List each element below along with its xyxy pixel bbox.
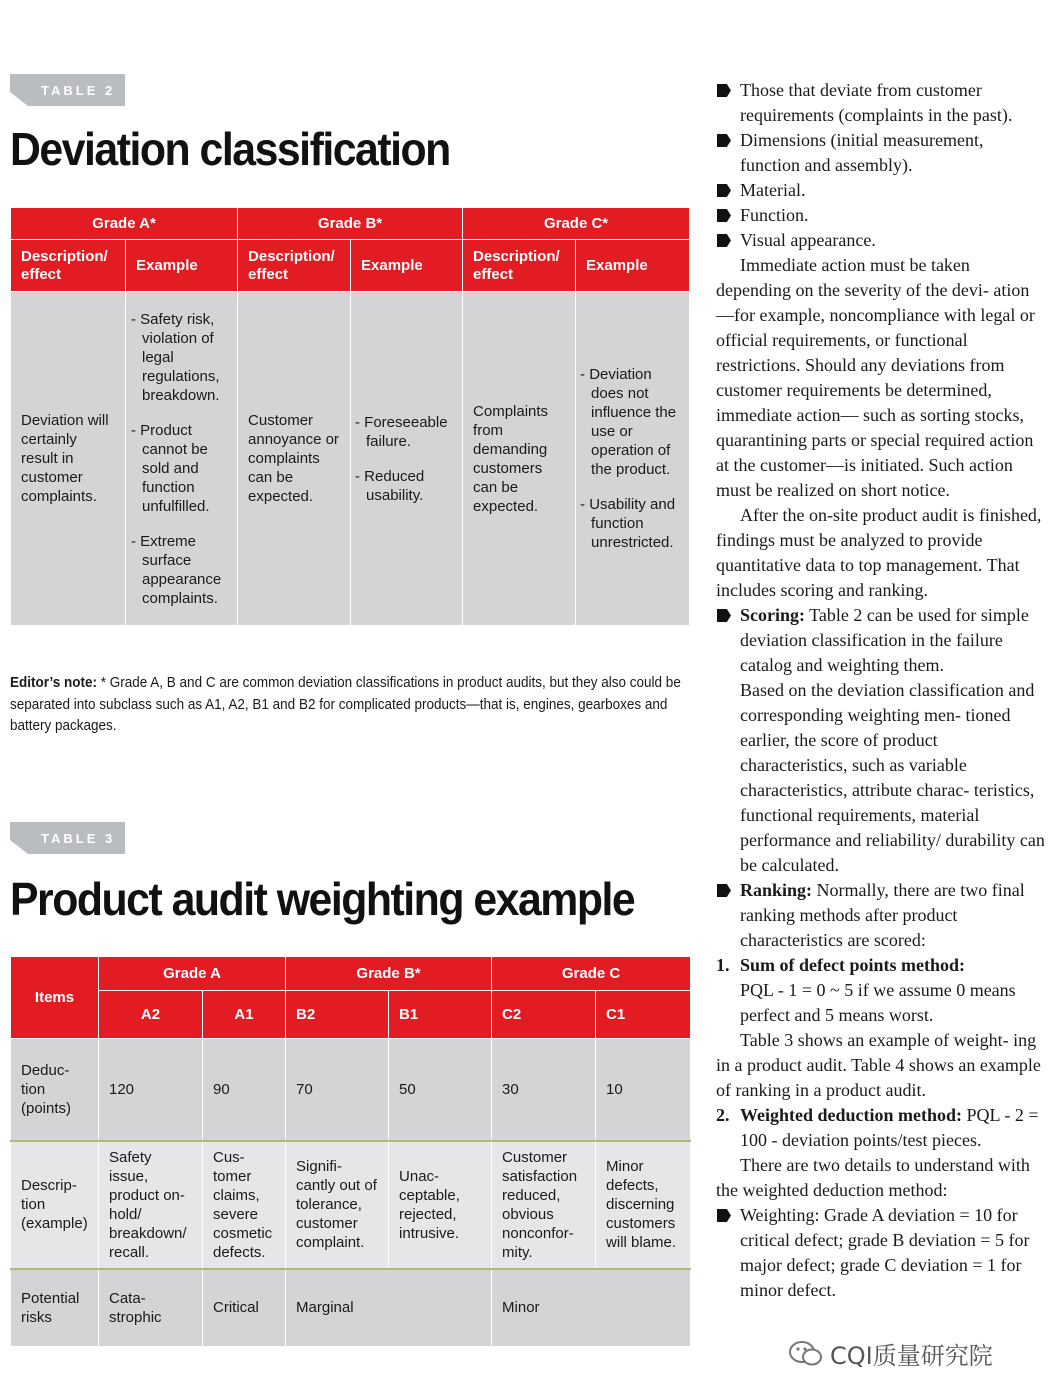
- bullet-item: Dimensions (initial measurement, function and assembly).: [716, 128, 1046, 178]
- table2-tag-label: TABLE 2: [41, 82, 116, 98]
- editor-note-text: * Grade A, B and C are common deviation classifications in product audits, but they also could be separated into subclass such as A1, A2, B1 and B2 for complicated products—that is, engines, gearboxes and battery packages.: [10, 674, 681, 734]
- grade-c-header: Grade C*: [463, 208, 690, 240]
- row-label-risks: Potential risks: [11, 1269, 99, 1347]
- method-1: 1. Sum of defect points method:: [716, 955, 965, 975]
- risk-grade-a1: Critical: [203, 1269, 286, 1347]
- description-b2: Signifi- cantly out of tolerance, customer complaint.: [286, 1141, 389, 1269]
- bullet-icon: [717, 234, 731, 247]
- grade-a-desc-header: Description/ effect: [11, 240, 126, 292]
- deduction-a2: 120: [99, 1039, 203, 1141]
- grade-b-examples: [351, 292, 463, 626]
- subclass-a2: A2: [99, 991, 203, 1039]
- t3-grade-a-header: Grade A: [99, 957, 286, 991]
- grade-a-header: Grade A*: [11, 208, 238, 240]
- deduction-b2: 70: [286, 1039, 389, 1141]
- grade-c-examples: [576, 292, 690, 626]
- bullet-item: Function.: [716, 203, 1046, 228]
- table-row: [11, 1039, 691, 1141]
- tag-fold: [10, 92, 28, 106]
- deduction-b1: 50: [389, 1039, 492, 1141]
- description-b1: Unac- ceptable, rejected, intrusive.: [389, 1141, 492, 1269]
- body-text-column: [716, 78, 1046, 1300]
- wechat-icon: [788, 1340, 824, 1368]
- risk-grade-b: Marginal: [286, 1269, 492, 1347]
- grade-c-example-header: Example: [576, 240, 690, 292]
- grade-c-example-2: - Usability and function unrestricted.: [580, 496, 676, 551]
- items-header: Items: [11, 957, 99, 1039]
- t3-grade-b-header: Grade B*: [286, 957, 492, 991]
- deduction-a1: 90: [203, 1039, 286, 1141]
- table-row: [11, 1141, 691, 1269]
- weighting-item: Weighting: Grade A deviation = 10 for critical defect; grade B deviation = 5 for major defect; grade C deviation = 1 for minor defect.: [716, 1203, 1046, 1253]
- paragraph-after-audit: After the on-site product audit is finished, findings must be analyzed to provide quantitative data to top management. That includes scoring and ranking.: [716, 505, 1042, 600]
- description-c1: Minor defects, discerning customers will blame.: [596, 1141, 691, 1269]
- grade-c-desc-header: Description/ effect: [463, 240, 576, 292]
- paragraph-immediate-action: Immediate action must be taken depending on the severity of the devi- ation—for example, noncompliance with legal or official requirements, or functional restrictions. Should any deviations from customer requirements be determined, immediate action— such as sorting stocks, quarantining parts or special required action at the customer—is initiated. Such action must be realized on short notice.: [716, 255, 1035, 500]
- grade-c-example-1: - Deviation does not influence the use or operation of the product.: [580, 366, 677, 478]
- tag-fold: [10, 840, 28, 854]
- bullet-item: Material.: [716, 178, 1046, 203]
- risk-grade-c: Minor: [492, 1269, 691, 1347]
- deduction-c2: 30: [492, 1039, 596, 1141]
- grade-b-example-header: Example: [351, 240, 463, 292]
- grade-a-example-2: - Product cannot be sold and function unfulfilled.: [131, 421, 210, 515]
- table3-tag: [10, 822, 125, 854]
- grade-b-desc-header: Description/ effect: [238, 240, 351, 292]
- bullet-icon: [717, 184, 731, 197]
- grade-b-example-2: - Reduced usability.: [355, 467, 425, 504]
- bullet-icon: [717, 209, 731, 222]
- bullet-icon: [717, 84, 731, 97]
- deviation-classification-table: [10, 207, 690, 626]
- description-c2: Customer satisfaction reduced, obvious nonconfor- mity.: [492, 1141, 596, 1269]
- table3-title: Product audit weighting example: [10, 873, 635, 925]
- table3-tag-label: TABLE 3: [41, 830, 116, 846]
- ranking-item: Ranking: Normally, there are two final ranking methods after product characteristics are scored:: [716, 878, 1046, 953]
- subclass-b2: B2: [286, 991, 389, 1039]
- grade-b-description: Customer annoyance or complaints can be expected.: [238, 292, 351, 626]
- watermark: [788, 1336, 993, 1371]
- paragraph-two-details: There are two details to understand with the weighted deduction method:: [716, 1155, 1030, 1200]
- grade-a-example-1: - Safety risk, violation of legal regulations, breakdown.: [131, 310, 220, 404]
- grade-a-example-header: Example: [126, 240, 238, 292]
- method-1-text: PQL - 1 = 0 ~ 5 if we assume 0 means perfect and 5 means worst.: [740, 980, 1016, 1025]
- deduction-c1: 10: [596, 1039, 691, 1141]
- description-a1: Cus- tomer claims, severe cosmetic defects.: [203, 1141, 286, 1269]
- bullet-item: Those that deviate from customer requirements (complaints in the past).: [716, 78, 1046, 128]
- subclass-c2: C2: [492, 991, 596, 1039]
- row-label-deduction: Deduc- tion (points): [11, 1039, 99, 1141]
- subclass-a1: A1: [203, 991, 286, 1039]
- weighting-example-table: [10, 956, 691, 1347]
- row-label-description: Descrip- tion (example): [11, 1141, 99, 1269]
- bullet-icon: [717, 609, 731, 622]
- t3-grade-c-header: Grade C: [492, 957, 691, 991]
- grade-c-description: Complaints from demanding customers can be expected.: [463, 292, 576, 626]
- scoring-continuation: Based on the deviation classification and corresponding weighting men- tioned earlier, the score of product characteristics, such as variable characteristics, attribute charac- teristics, functional requirements, material performance and reliability/ durability can be calculated.: [740, 680, 1045, 875]
- table2-tag: [10, 74, 125, 106]
- table2-title: Deviation classification: [10, 123, 450, 175]
- grade-b-header: Grade B*: [238, 208, 463, 240]
- scoring-item: Scoring: Table 2 can be used for simple deviation classification in the failure catalog and weighting them.: [716, 603, 1046, 678]
- grade-a-examples: [126, 292, 238, 626]
- table-row: [11, 1269, 691, 1347]
- grade-b-example-1: - Foreseeable failure.: [355, 413, 448, 450]
- watermark-text: CQI质量研究院: [830, 1342, 993, 1370]
- bullet-icon: [717, 884, 731, 897]
- subclass-b1: B1: [389, 991, 492, 1039]
- grade-a-description: Deviation will certainly result in customer complaints.: [11, 292, 126, 626]
- risk-grade-a2: Cata- strophic: [99, 1269, 203, 1347]
- method-2: 2. Weighted deduction method: PQL - 2 = 100 - deviation points/test pieces.: [716, 1105, 1039, 1150]
- editor-note-label: Editor’s note:: [10, 674, 98, 691]
- editor-note: [10, 672, 690, 737]
- bullet-icon: [717, 1209, 731, 1222]
- description-a2: Safety issue, product on-hold/ breakdown/ recall.: [99, 1141, 203, 1269]
- subclass-c1: C1: [596, 991, 691, 1039]
- bullet-item: Visual appearance.: [716, 228, 1046, 253]
- paragraph-table3-ref: Table 3 shows an example of weight- ing in a product audit. Table 4 shows an example of ranking in a product audit.: [716, 1030, 1041, 1100]
- bullet-icon: [717, 134, 731, 147]
- grade-a-example-3: - Extreme surface appearance complaints.: [131, 532, 222, 607]
